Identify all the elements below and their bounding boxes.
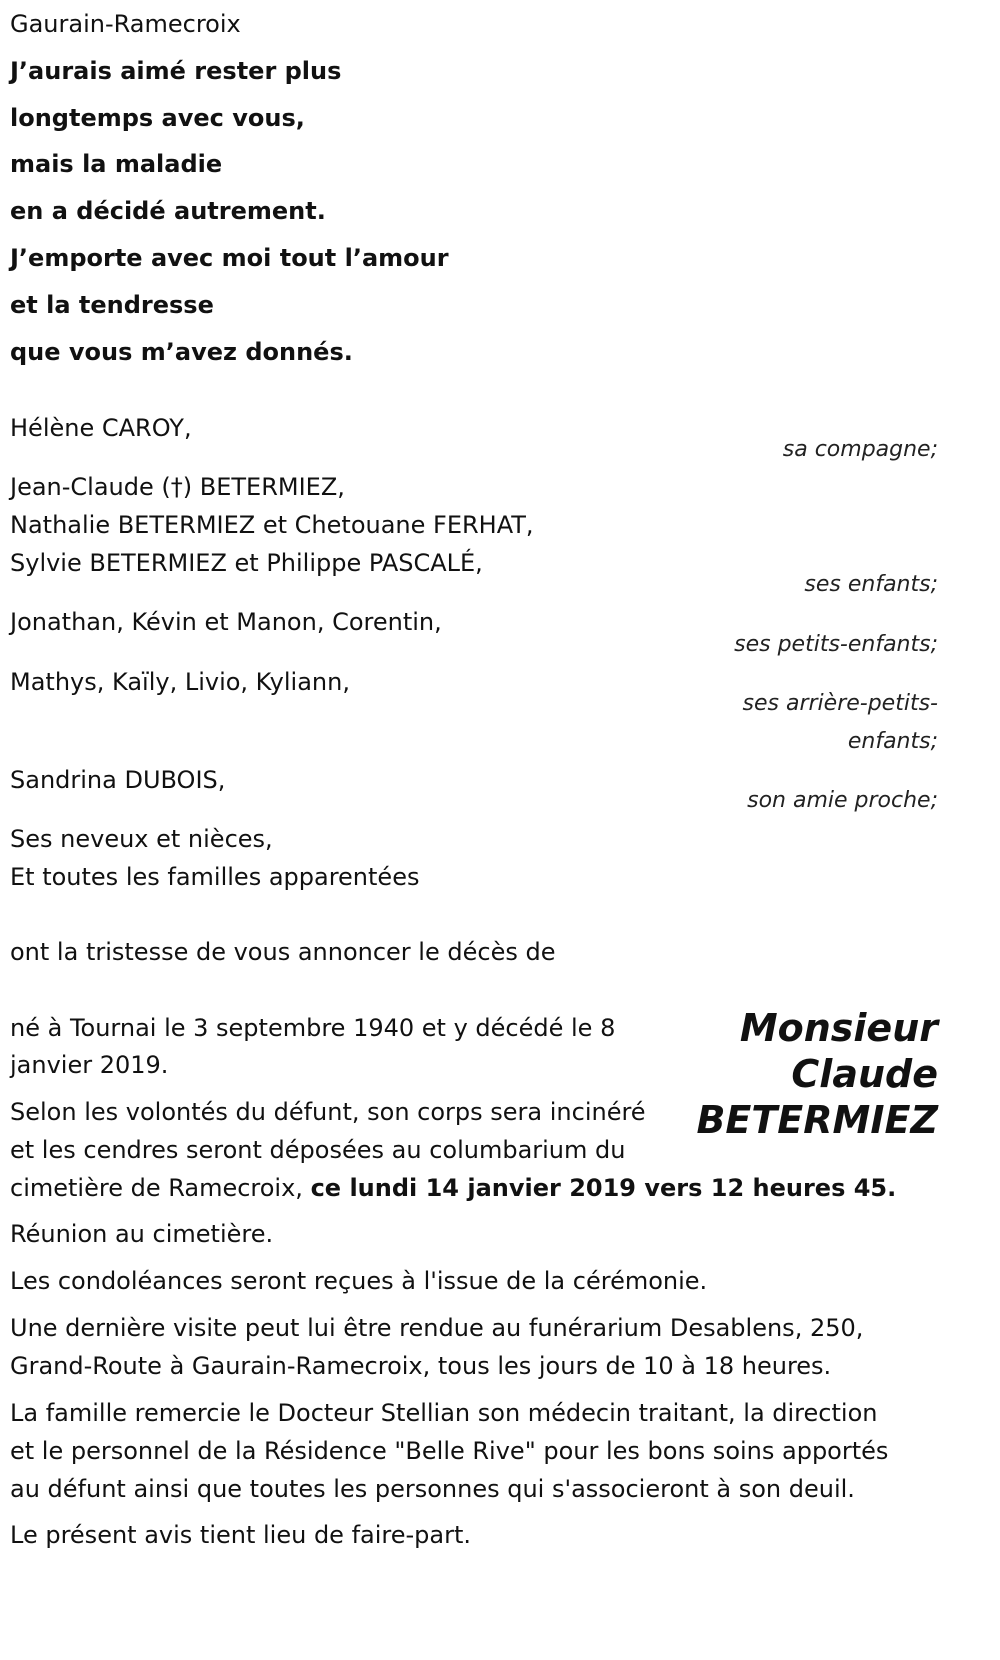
place-heading: Gaurain-Ramecroix — [10, 10, 241, 38]
companion-role: sa compagne; — [782, 437, 938, 462]
birth-line: né à Tournai le 3 septembre 1940 et y décédé le 8 — [10, 1014, 616, 1042]
cremation-place: cimetière de Ramecroix, — [10, 1174, 303, 1202]
grandchildren-names: Jonathan, Kévin et Manon, Corentin, — [10, 608, 442, 636]
child-name: Nathalie BETERMIEZ et Chetouane FERHAT, — [10, 511, 534, 539]
grandchildren-role: ses petits-enfants; — [734, 632, 938, 657]
great-grandchildren-role: ses arrière-petits- — [742, 691, 938, 716]
cremation-line — [10, 1169, 896, 1207]
poem-line: longtemps avec vous, — [10, 104, 305, 132]
birth-line: janvier 2019. — [10, 1051, 169, 1079]
child-name: Sylvie BETERMIEZ et Philippe PASCALÉ, — [10, 549, 483, 577]
companion-name: Hélène CAROY, — [10, 414, 192, 442]
deceased-name — [678, 1005, 938, 1143]
cremation-line: et les cendres seront déposées au columbarium du — [10, 1136, 626, 1164]
friend-name: Sandrina DUBOIS, — [10, 766, 226, 794]
thanks-line: et le personnel de la Résidence "Belle Rive" pour les bons soins apportés — [10, 1437, 889, 1465]
meeting-text: Réunion au cimetière. — [10, 1220, 274, 1248]
thanks-line: La famille remercie le Docteur Stellian son médecin traitant, la direction — [10, 1399, 878, 1427]
poem-line: en a décidé autrement. — [10, 197, 326, 225]
deceased-title: Monsieur — [739, 1006, 938, 1050]
thanks-line: au défunt ainsi que toutes les personnes qui s'associeront à son deuil. — [10, 1475, 855, 1503]
other-relatives: Ses neveux et nièces, — [10, 825, 273, 853]
poem-line: que vous m’avez donnés. — [10, 338, 353, 366]
visit-line: Une dernière visite peut lui être rendue au funérarium Desablens, 250, — [10, 1314, 864, 1342]
poem-line: J’aurais aimé rester plus — [10, 57, 342, 85]
deceased-last-name: BETERMIEZ — [696, 1098, 938, 1142]
ceremony-date: ce lundi 14 janvier 2019 vers 12 heures 45. — [310, 1174, 897, 1202]
condolences-text: Les condoléances seront reçues à l'issue de la cérémonie. — [10, 1267, 708, 1295]
great-grandchildren-names: Mathys, Kaïly, Livio, Kyliann, — [10, 668, 350, 696]
poem-line: J’emporte avec moi tout l’amour — [10, 244, 449, 272]
children-role: ses enfants; — [804, 572, 938, 597]
other-relatives: Et toutes les familles apparentées — [10, 863, 420, 891]
notice-text: Le présent avis tient lieu de faire-part. — [10, 1521, 472, 1549]
deceased-first-name: Claude — [791, 1052, 938, 1096]
great-grandchildren-role-cont: enfants; — [847, 729, 938, 754]
cremation-line: Selon les volontés du défunt, son corps sera incinéré — [10, 1098, 646, 1126]
poem-line: mais la maladie — [10, 150, 223, 178]
visit-line: Grand-Route à Gaurain-Ramecroix, tous les jours de 10 à 18 heures. — [10, 1352, 832, 1380]
friend-role: son amie proche; — [747, 788, 938, 813]
announcement-text: ont la tristesse de vous annoncer le décès de — [10, 938, 556, 966]
poem-line: et la tendresse — [10, 291, 214, 319]
child-name: Jean-Claude (†) BETERMIEZ, — [10, 473, 345, 501]
